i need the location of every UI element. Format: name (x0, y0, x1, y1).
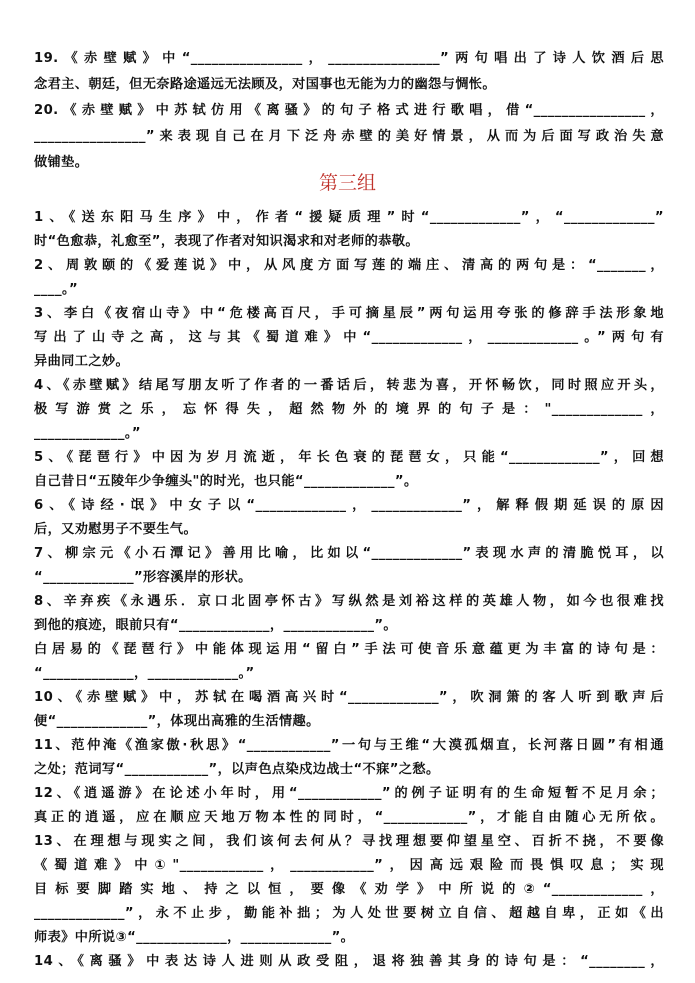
text-line: 7、柳宗元《小石潭记》善用比喻，比如以“_____________”表现水声的清脆悦耳，以 (34, 546, 664, 561)
text-line: 师表》中所说③“_____________，_____________”。 (34, 930, 355, 945)
text-line: ________________”来表现自己在月下泛舟赤壁的美好情景，从而为后面写政治失意 (34, 129, 664, 144)
text-line: 《蜀道难》中①"____________，____________”，因高远艰险而畏惧叹息；实现 (34, 858, 664, 873)
text-line: _____________。” (34, 426, 141, 441)
text-line: 目标要脚踏实地、持之以恒，要像《劝学》中所说的②“_____________， (34, 882, 664, 897)
text-line: 13、在理想与现实之间，我们该何去何从？寻找理想要仰望星空、百折不挠，不要像 (34, 834, 664, 849)
text-line: 之处；范词写“____________”，以声色点染戍边战士“不寐”之愁。 (34, 762, 440, 777)
text-line: 念君主、朝廷，但无奈路途遥远无法顾及，对国事也无能为力的幽怨与惆怅。 (34, 77, 496, 92)
text-line: 后，又劝慰男子不要生气。 (34, 522, 198, 537)
text-line: 时“色愈恭，礼愈至”，表现了作者对知识渴求和对老师的恭敬。 (34, 234, 419, 249)
text-line: 10、《赤壁赋》中，苏轼在喝酒高兴时“_____________”，吹洞箫的客人听到歌声后 (34, 690, 664, 705)
text-line: 极写游赏之乐，忘怀得失，超然物外的境界的句子是："_____________， (34, 402, 664, 417)
text-line: 2、周敦颐的《爱莲说》中，从风度方面写莲的端庄、清高的两句是：“_______， (34, 258, 664, 273)
text-line: “_____________”形容溪岸的形状。 (34, 570, 252, 585)
text-line: 异曲同工之妙。 (34, 354, 130, 369)
text-line: _____________”，永不止步，勤能补拙；为人处世要树立自信、超越自卑，正如《出 (34, 906, 664, 921)
text-line: 11、范仲淹《渔家傲·秋思》“____________”一句与王维“大漠孤烟直，长河落日圆”有相通 (34, 738, 664, 753)
text-line: 做铺垫。 (34, 155, 89, 170)
text-line: 到他的痕迹，眼前只有“_____________，_____________”。 (34, 618, 398, 633)
text-line: 自己昔日“五陵年少争缠头"的时光，也只能“_____________”。 (34, 474, 418, 489)
group-title: 第三组 (318, 172, 376, 194)
text-line: 8、辛弃疾《永遇乐．京口北固亭怀古》写纵然是刘裕这样的英雄人物，如今也很难找 (34, 594, 664, 609)
text-line: 6、《诗经·氓》中女子以“_____________，_____________”，解释假期延误的原因 (34, 498, 664, 513)
text-line: 便“_____________”，体现出高雅的生活情趣。 (34, 714, 320, 729)
text-line: ____。” (34, 282, 79, 297)
text-line: 1、《送东阳马生序》中，作者“援疑质理”时“_____________”，“_____________” (34, 210, 664, 225)
text-line: 20.《赤壁赋》中苏轼仿用《离骚》的句子格式进行歌唱，借“________________， (34, 103, 664, 118)
text-line: 写出了山寺之高，这与其《蜀道难》中“_____________，_____________。”两句有 (34, 330, 664, 345)
text-line: 14、《离骚》中表达诗人进则从政受阻，退将独善其身的诗句是：“________， (34, 954, 664, 969)
text-line: “_____________，_____________。” (34, 666, 255, 681)
text-line: 真正的逍遥，应在顺应天地万物本性的同时，“____________”，才能自由随心无所依。 (34, 810, 664, 825)
text-line: 19.《赤壁赋》中“________________，________________”两句唱出了诗人饮酒后思 (34, 51, 664, 66)
text-line: 12、《逍遥游》在论述小年时，用“____________”的例子证明有的生命短暂不足月余； (34, 786, 664, 801)
text-line: 3、李白《夜宿山寺》中“危楼高百尺，手可摘星辰”两句运用夸张的修辞手法形象地 (34, 306, 664, 321)
text-line: 4、《赤壁赋》结尾写朋友听了作者的一番话后，转悲为喜，开怀畅饮，同时照应开头， (34, 378, 664, 393)
text-line: 白居易的《琵琶行》中能体现运用“留白”手法可使音乐意蕴更为丰富的诗句是： (34, 642, 664, 657)
text-line: 5、《琵琶行》中因为岁月流逝，年长色衰的琵琶女，只能“_____________”，回想 (34, 450, 664, 465)
